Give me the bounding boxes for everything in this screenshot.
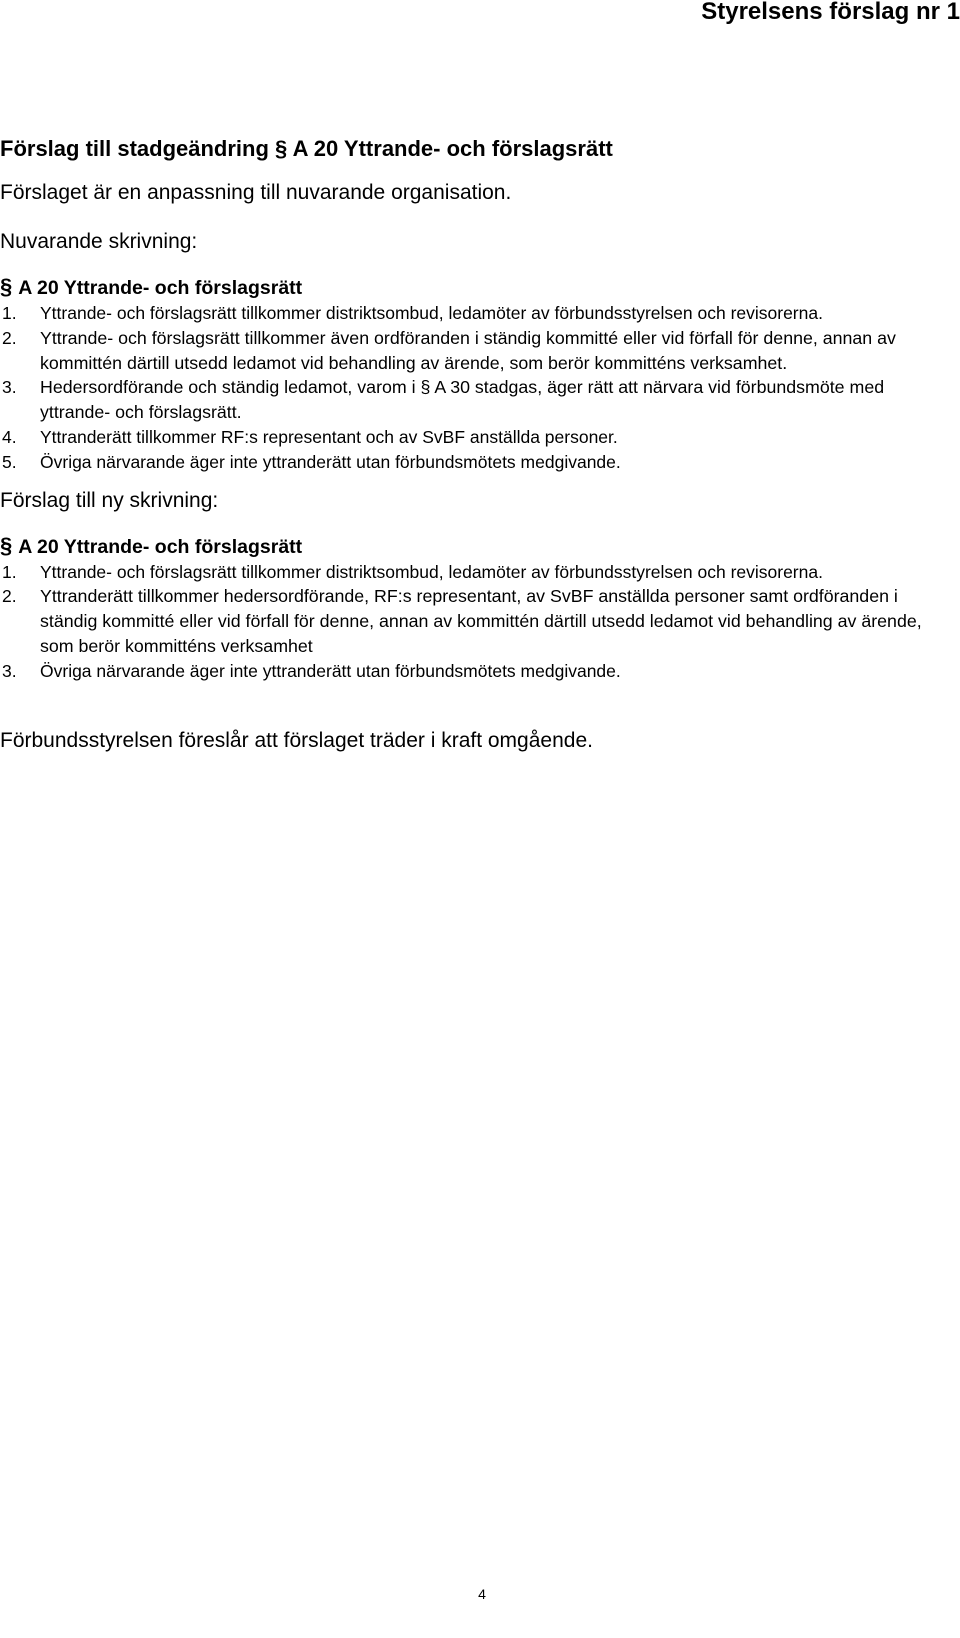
- item-number: 3.: [2, 660, 17, 681]
- section-sign: §: [0, 532, 13, 558]
- item-number: 5.: [2, 451, 17, 472]
- proposal-intro: Förslaget är en anpassning till nuvarande organisation.: [0, 181, 512, 204]
- item-number: 2.: [2, 327, 17, 348]
- item-number: 1.: [2, 303, 17, 323]
- page-number: 4: [478, 1586, 486, 1602]
- list-item: [0, 450, 952, 475]
- list-item: [0, 375, 952, 425]
- list-item: [0, 326, 952, 376]
- list-item: [0, 584, 952, 658]
- item-text: Yttrande- och förslagsrätt tillkommer även ordföranden i ständig kommitté eller vid förfall för denne, annan av kommittén därtill utsedd ledamot vid behandling av ärende, som berör kommitténs verksamhet.: [40, 327, 896, 373]
- item-text: Övriga närvarande äger inte yttranderätt utan förbundsmötets medgivande.: [40, 451, 621, 472]
- item-text: Yttranderätt tillkommer hedersordförande, RF:s representant, av SvBF anställda personer samt ordföranden i ständig kommitté eller vid förfall för denne, annan av kommittén därtill utsedd ledamot vid behandling av ärende, som berör kommitténs verksamhet: [40, 586, 922, 656]
- current-section-heading: [0, 274, 952, 301]
- board-conclusion: Förbundsstyrelsen föreslår att förslaget träder i kraft omgående.: [0, 728, 593, 752]
- proposal-title: Förslag till stadgeändring § A 20 Yttrande- och förslagsrätt: [0, 136, 613, 161]
- item-text: Yttrande- och förslagsrätt tillkommer distriktsombud, ledamöter av förbundsstyrelsen och revisorerna.: [40, 561, 823, 582]
- list-item: [0, 425, 952, 450]
- item-text: Yttrande- och förslagsrätt tillkommer distriktsombud, ledamöter av förbundsstyrelsen och revisorerna.: [40, 303, 823, 323]
- current-items-list: [0, 301, 952, 475]
- list-item: [0, 560, 952, 585]
- item-number: 2.: [2, 586, 17, 607]
- list-item: [0, 659, 952, 684]
- new-items-list: [0, 560, 952, 684]
- new-heading-text: A 20 Yttrande- och förslagsrätt: [18, 535, 303, 558]
- new-wording-label: Förslag till ny skrivning:: [0, 488, 219, 512]
- item-text: Hedersordförande och ständig ledamot, varom i § A 30 stadgas, äger rätt att närvara vid förbundsmöte med yttrande- och förslagsrätt.: [40, 377, 885, 423]
- current-heading-text: A 20 Yttrande- och förslagsrätt: [18, 277, 303, 299]
- item-number: 3.: [2, 377, 17, 398]
- document-body: [0, 132, 952, 758]
- item-text: Övriga närvarande äger inte yttranderätt utan förbundsmötets medgivande.: [40, 660, 621, 681]
- section-sign: §: [0, 274, 13, 299]
- page-label: Styrelsens förslag nr 1: [701, 0, 960, 25]
- current-wording-label: Nuvarande skrivning:: [0, 230, 198, 253]
- new-section-heading: [0, 533, 952, 560]
- item-number: 1.: [2, 561, 17, 582]
- item-text: Yttranderätt tillkommer RF:s representant och av SvBF anställda personer.: [40, 426, 618, 447]
- list-item: [0, 301, 952, 326]
- item-number: 4.: [2, 426, 17, 447]
